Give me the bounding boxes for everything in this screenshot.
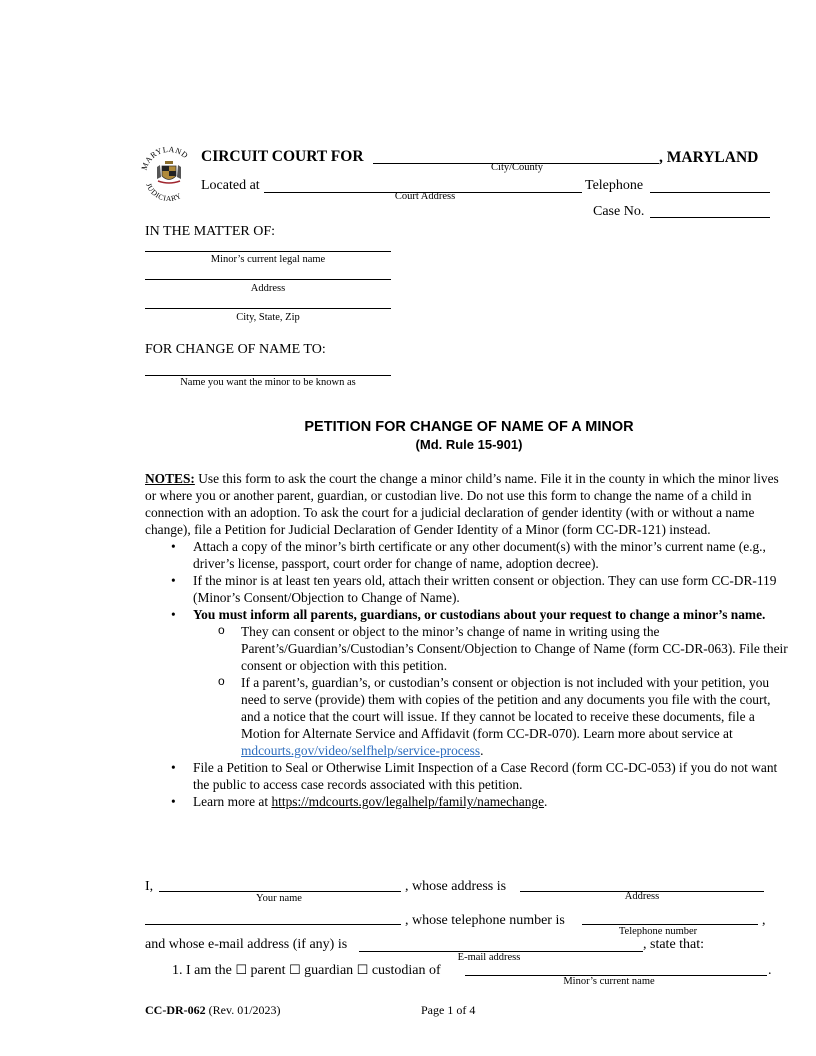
form-rule: (Md. Rule 15-901) xyxy=(415,437,523,452)
in-the-matter-of-label: IN THE MATTER OF: xyxy=(145,224,276,239)
notes-bullet-list xyxy=(145,538,793,810)
seal-emblem-icon xyxy=(157,161,181,183)
new-name-field[interactable] xyxy=(145,375,391,376)
minor-address-field[interactable] xyxy=(145,279,391,280)
circuit-court-for-label: CIRCUIT COURT FOR xyxy=(201,148,364,165)
list-item xyxy=(241,674,793,759)
page-number: Page 1 of 4 xyxy=(421,1003,476,1017)
minor-city-state-zip-field[interactable] xyxy=(145,308,391,309)
seal-top-text: MARYLAND xyxy=(140,144,190,172)
notes-label: NOTES: xyxy=(145,471,195,486)
item-1-prefix: 1. I am the xyxy=(172,963,232,978)
minor-current-name-field[interactable] xyxy=(145,251,391,252)
namechange-link[interactable]: https://mdcourts.gov/legalhelp/family/namechange xyxy=(271,794,545,809)
note-consent-form: They can consent or object to the minor’s change of name in writing using the Parent’s/Guardian’s/Custodian’s Consent/Objection to Change of Name (form CC-DR-063). File their consent or objection with this petition. xyxy=(241,624,788,673)
note-minor-consent: If the minor is at least ten years old, attach their written consent or objection. They can use form CC-DR-119 (Minor’s Consent/Objection to Change of Name). xyxy=(193,573,777,605)
note-learn-more: Learn more at xyxy=(193,794,272,809)
email-label: and whose e-mail address (if any) is xyxy=(145,937,348,952)
notes-intro-text: Use this form to ask the court the change a minor child’s name. File it in the county in which the minor lives or where you or another parent, guardian, or custodian live. Do not use this form to change the name of a child in connection with an adoption. To ask the court for a judicial declaration of gender identity (with or without a name change), file a Petition for Judicial Declaration of Gender Identity of a Minor (form CC-DR-121) instead. xyxy=(145,471,779,537)
maryland-judiciary-seal xyxy=(140,143,198,205)
located-at-label: Located at xyxy=(201,178,260,193)
i-label: I, xyxy=(145,879,154,894)
list-item xyxy=(241,623,793,674)
new-name-caption: Name you want the minor to be known as xyxy=(180,377,356,388)
form-revision: (Rev. 01/2023) xyxy=(205,1003,281,1017)
notes-sub-list xyxy=(193,623,793,759)
notes-section xyxy=(145,470,793,810)
case-no-label: Case No. xyxy=(593,204,645,219)
your-name-field[interactable] xyxy=(159,891,401,892)
note-service: If a parent’s, guardian’s, or custodian’s consent or objection is not included with your petition, you need to serve (provide) them with copies of the petition and any documents you file with the court, and a notice that the court will issue. If they cannot be located to receive these documents, file a Motion for Alternate Service and Affidavit (form CC-DR-070). Learn more about service at xyxy=(241,675,771,741)
maryland-label: , MARYLAND xyxy=(659,149,759,166)
note-seal-record: File a Petition to Seal or Otherwise Limit Inspection of a Case Record (form CC-DC-053) if you do not want the public to access case records associated with this petition. xyxy=(193,760,778,792)
email-caption: E-mail address xyxy=(457,952,521,963)
whose-address-label: , whose address is xyxy=(405,879,507,894)
court-telephone-field[interactable] xyxy=(650,192,770,193)
comma: , xyxy=(762,913,766,928)
minor-name-caption: Minor’s current name xyxy=(563,976,655,987)
court-address-caption: Court Address xyxy=(394,191,456,202)
whose-telephone-label: , whose telephone number is xyxy=(405,913,565,928)
parent-label: parent xyxy=(250,963,286,978)
minor-city-state-zip-caption: City, State, Zip xyxy=(236,312,300,323)
guardian-checkbox[interactable]: ☐ xyxy=(289,963,301,978)
list-item xyxy=(193,538,793,572)
case-no-field[interactable] xyxy=(650,217,770,218)
list-item xyxy=(193,606,793,759)
state-that-label: , state that: xyxy=(643,937,705,952)
list-item xyxy=(193,793,793,810)
your-name-continued-field[interactable] xyxy=(145,924,401,925)
minor-current-name-caption: Minor’s current legal name xyxy=(210,254,326,265)
period: . xyxy=(480,743,484,758)
period: . xyxy=(544,794,548,809)
custodian-checkbox[interactable]: ☐ xyxy=(356,963,369,978)
note-birth-certificate: Attach a copy of the minor’s birth certificate or any other document(s) with the minor’s current name (e.g., driver’s license, passport, court order for change of name, adoption decree). xyxy=(193,539,766,571)
list-item xyxy=(193,572,793,606)
note-inform-parents: You must inform all parents, guardians, or custodians about your request to change a minor’s name. xyxy=(193,607,766,622)
service-process-link[interactable]: mdcourts.gov/video/selfhelp/service-process xyxy=(241,743,481,758)
parent-checkbox[interactable]: ☐ xyxy=(235,963,248,978)
minor-address-caption: Address xyxy=(250,283,286,294)
item-1-row xyxy=(172,963,441,979)
your-name-caption: Your name xyxy=(256,893,302,904)
footer-form-id xyxy=(145,1003,281,1018)
form-number: CC-DR-062 xyxy=(145,1003,206,1017)
your-address-caption: Address xyxy=(624,891,660,902)
city-county-caption: City/County xyxy=(491,162,543,173)
telephone-label: Telephone xyxy=(585,178,644,193)
for-change-of-name-to-label: FOR CHANGE OF NAME TO: xyxy=(145,342,326,357)
seal-bottom-text: JUDICIARY xyxy=(144,181,183,204)
your-telephone-field[interactable] xyxy=(582,924,758,925)
period: . xyxy=(768,963,772,978)
list-item xyxy=(193,759,793,793)
custodian-of-label: custodian of xyxy=(371,963,441,978)
notes-intro xyxy=(145,470,793,538)
form-title: PETITION FOR CHANGE OF NAME OF A MINOR xyxy=(304,419,634,435)
guardian-label: guardian xyxy=(304,963,354,978)
telephone-caption: Telephone number xyxy=(618,926,698,937)
